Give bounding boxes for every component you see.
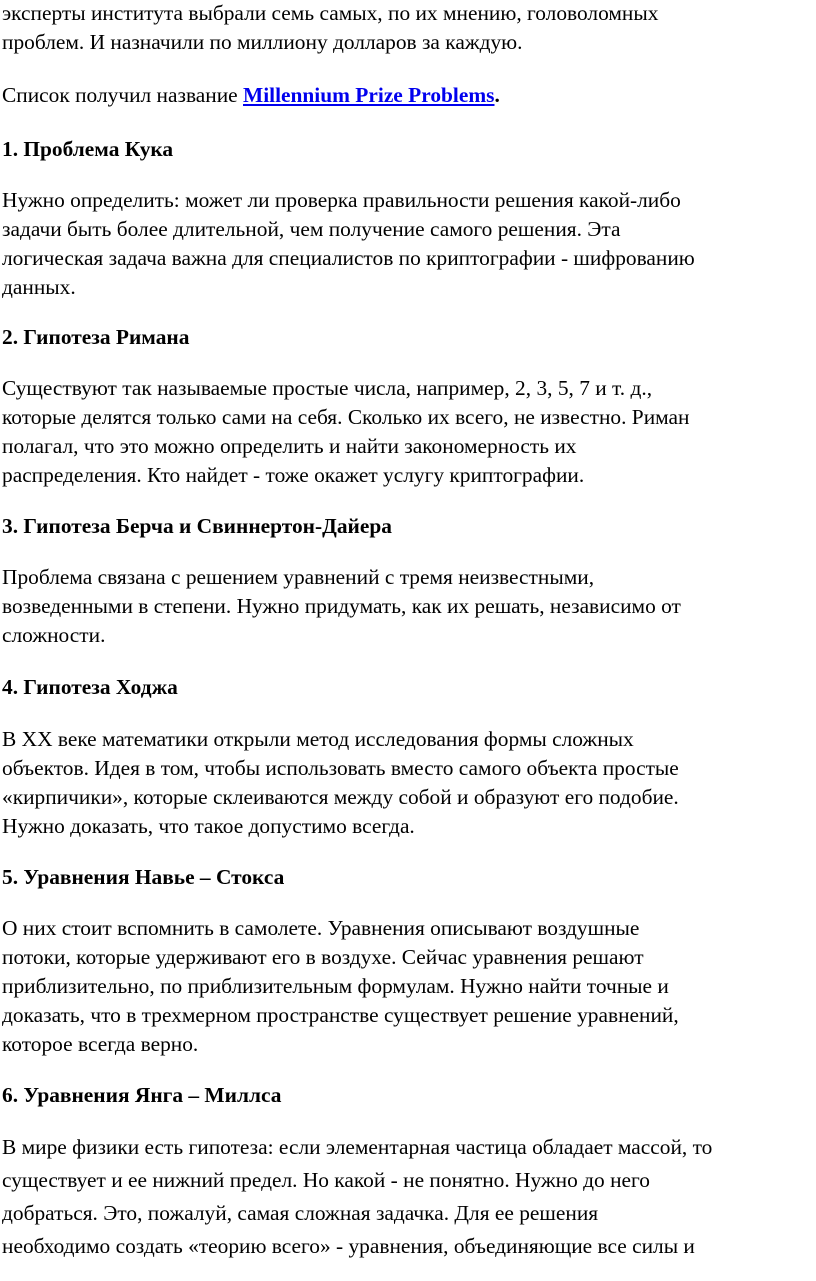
intro-line: эксперты института выбрали семь самых, по их мнению, головоломных	[2, 1, 659, 25]
list-name-prefix: Список получил название	[2, 83, 243, 107]
problem-text-line: приблизительно, по приблизительным формулам. Нужно найти точные и	[2, 974, 669, 998]
problem-text-line: существует и ее нижний предел. Но какой - не понятно. Нужно до него	[2, 1168, 650, 1192]
problem-text-line: потоки, которые удерживают его в воздухе. Сейчас уравнения решают	[2, 945, 644, 969]
problem-text-line: которые делятся только сами на себя. Сколько их всего, не известно. Риман	[2, 405, 690, 429]
problem-text-line: Проблема связана с решением уравнений с тремя неизвестными,	[2, 565, 595, 589]
problem-text-line: распределения. Кто найдет - тоже окажет услугу криптографии.	[2, 463, 585, 487]
problem-heading: 1. Проблема Кука	[2, 137, 174, 161]
problem-text-line: необходимо создать «теорию всего» - уравнения, объединяющие все силы и	[2, 1234, 695, 1258]
list-name-suffix: .	[494, 83, 500, 107]
problem-text-line: О них стоит вспомнить в самолете. Уравнения описывают воздушные	[2, 916, 640, 940]
problem-text-line: «кирпичики», которые склеиваются между собой и образуют его подобие.	[2, 785, 679, 809]
problem-heading: 4. Гипотеза Ходжа	[2, 675, 178, 699]
list-name-paragraph	[2, 85, 500, 106]
problem-text-line: объектов. Идея в том, чтобы использовать вместо самого объекта простые	[2, 756, 679, 780]
problem-heading: 6. Уравнения Янга – Миллса	[2, 1083, 282, 1107]
problem-text-line: Нужно доказать, что такое допустимо всегда.	[2, 814, 415, 838]
problem-text-line: В мире физики есть гипотеза: если элементарная частица обладает массой, то	[2, 1135, 713, 1159]
problem-text-line: возведенными в степени. Нужно придумать, как их решать, независимо от	[2, 594, 681, 618]
problem-text-line: В ХХ веке математики открыли метод исследования формы сложных	[2, 727, 634, 751]
problem-text-line: полагал, что это можно определить и найти закономерность их	[2, 434, 577, 458]
problem-text-line: данных.	[2, 275, 76, 299]
problem-text-line: Существуют так называемые простые числа, например, 2, 3, 5, 7 и т. д.,	[2, 376, 653, 400]
millennium-prize-problems-link[interactable]: Millennium Prize Problems	[243, 83, 495, 107]
problem-heading: 5. Уравнения Навье – Стокса	[2, 865, 285, 889]
intro-line: проблем. И назначили по миллиону долларов за каждую.	[2, 30, 523, 54]
problem-text-line: сложности.	[2, 623, 106, 647]
problem-text-line: доказать, что в трехмерном пространстве существует решение уравнений,	[2, 1003, 679, 1027]
problem-text-line: Нужно определить: может ли проверка правильности решения какой-либо	[2, 188, 681, 212]
problem-text-line: добраться. Это, пожалуй, самая сложная задачка. Для ее решения	[2, 1201, 599, 1225]
problem-text-line: которое всегда верно.	[2, 1032, 199, 1056]
problem-heading: 2. Гипотеза Римана	[2, 325, 190, 349]
problem-text-line: логическая задача важна для специалистов по криптографии - шифрованию	[2, 246, 695, 270]
problem-heading: 3. Гипотеза Берча и Свиннертон-Дайера	[2, 514, 392, 538]
problem-text-line: задачи быть более длительной, чем получение самого решения. Эта	[2, 217, 621, 241]
